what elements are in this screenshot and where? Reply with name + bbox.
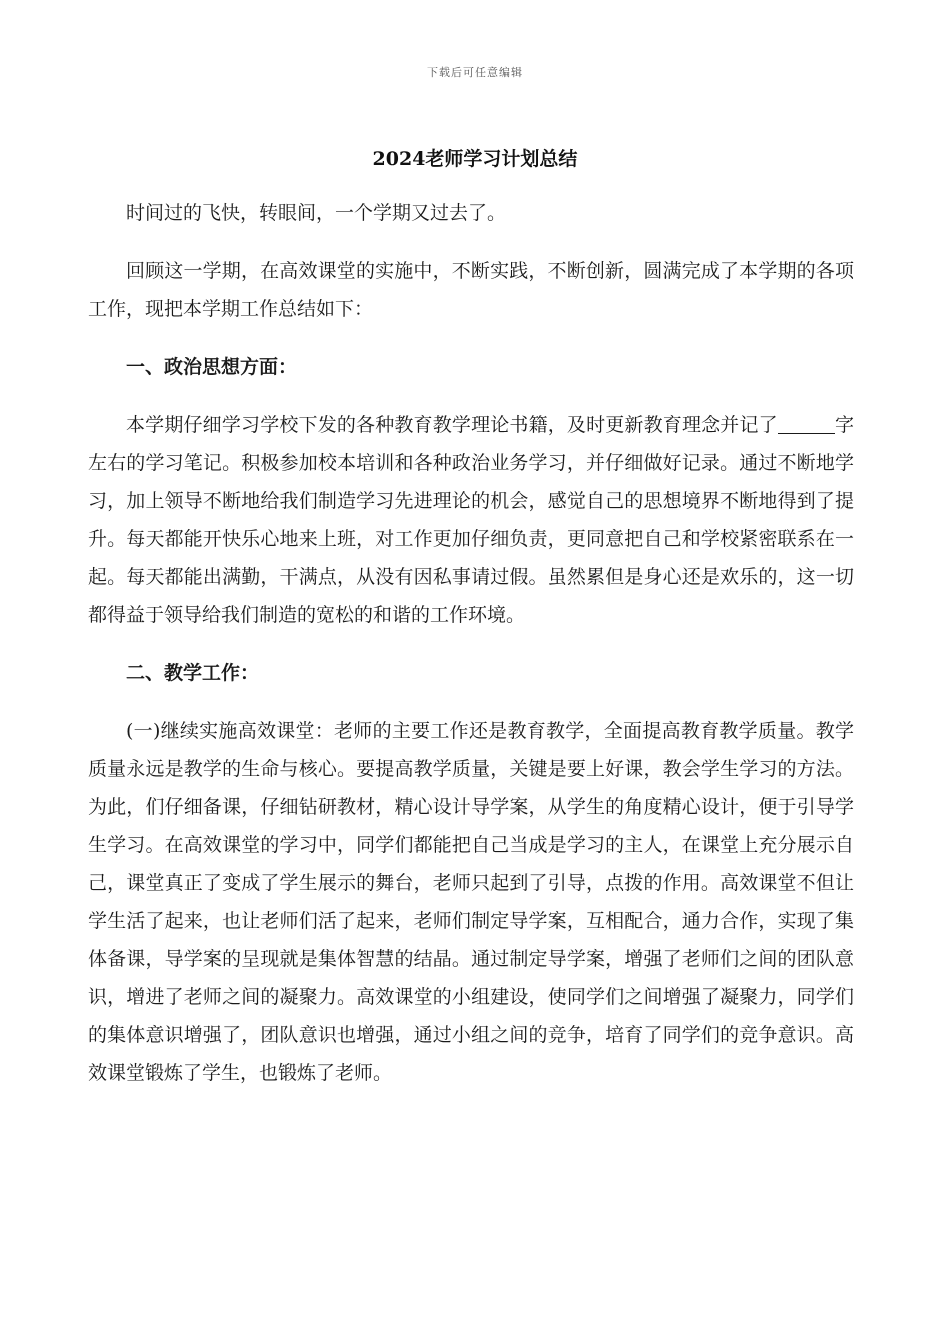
intro-paragraph-1: 时间过的飞快，转眼间，一个学期又过去了。 xyxy=(126,202,507,224)
section-1-text-after-blank: 字左右的学习笔记。积极参加校本培训和各种政治业务学习，并仔细做好记录。通过不断地学习，加上领导不断地给我们制造学习先进理论的机会，感觉自己的思想境界不断地得到了提升。每天都能开快乐心地来上班，对工作更加仔细负责，更同意把自己和学校紧密联系在一起。每天都能出满勤，干满点，从没有因私事请过假。虽然累但是身心还是欢乐的，这一切都得益于领导给我们制造的宽松的和谐的工作环境。 xyxy=(88,414,854,626)
section-1-paragraph xyxy=(88,406,854,634)
intro-paragraph-2: 回顾这一学期，在高效课堂的实施中，不断实践，不断创新，圆满完成了本学期的各项工作，现把本学期工作总结如下： xyxy=(88,260,854,320)
fill-in-blank xyxy=(778,414,835,434)
section-2-paragraph-1: (一)继续实施高效课堂：老师的主要工作还是教育教学，全面提高教育教学质量。教学质量永远是教学的生命与核心。要提高教学质量，关键是要上好课，教会学生学习的方法。为此，们仔细备课，仔细钻研教材，精心设计导学案，从学生的角度精心设计，便于引导学生学习。在高效课堂的学习中，同学们都能把自己当成是学习的主人，在课堂上充分展示自己，课堂真正了变成了学生展示的舞台，老师只起到了引导，点拨的作用。高效课堂不但让学生活了起来，也让老师们活了起来，老师们制定导学案，互相配合，通力合作，实现了集体备课，导学案的呈现就是集体智慧的结晶。通过制定导学案，增强了老师们之间的团队意识，增进了老师之间的凝聚力。高效课堂的小组建设，使同学们之间增强了凝聚力，同学们的集体意识增强了，团队意识也增强，通过小组之间的竞争，培育了同学们的竞争意识。高效课堂锻炼了学生，也锻炼了老师。 xyxy=(88,720,854,1084)
section-2-heading: 二、教学工作： xyxy=(126,662,260,684)
section-1-heading: 一、政治思想方面： xyxy=(126,356,298,378)
page-header: 下载后可任意编辑 xyxy=(427,66,523,79)
section-1-text-before-blank: 本学期仔细学习学校下发的各种教育教学理论书籍，及时更新教育理念并记了 xyxy=(126,414,778,436)
document-body xyxy=(88,194,854,1112)
document-title: 2024老师学习计划总结 xyxy=(372,148,578,170)
